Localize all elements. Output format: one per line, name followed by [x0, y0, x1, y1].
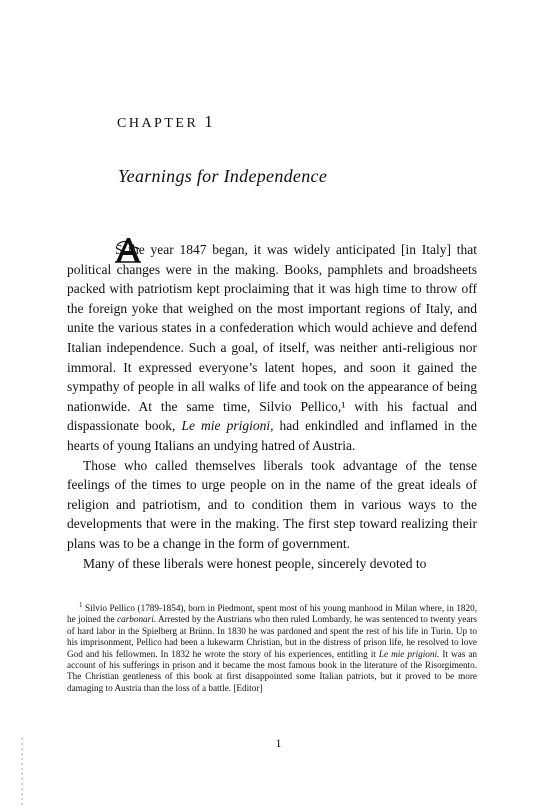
chapter-number: 1 — [204, 112, 213, 131]
body-text — [67, 240, 477, 573]
chapter-word: CHAPTER — [117, 116, 199, 131]
footnote-marker: 1 — [79, 600, 83, 609]
footnote-text-1: Silvio Pellico (1789-1854), born in Piedmont, spent most of his young manhood in Milan where, in 1820, he joined the — [67, 603, 478, 625]
footnote — [67, 600, 478, 694]
chapter-label — [117, 112, 213, 132]
drop-cap-a-icon — [114, 236, 142, 264]
footnote-italic-1: carbonari. — [117, 614, 157, 625]
paragraph-1-book-title: Le mie prigioni, — [181, 418, 274, 434]
chapter-title: Yearnings for Independence — [118, 166, 328, 186]
footnote-text-3: It was an account of his sufferings in prison and it became the most famous book in the literature of the Risorgimento. The Christian gentleness of this book at first disappointed some Italian patriots, but it proved to be more damaging to Austria than the loss of a battle. [Editor] — [67, 648, 478, 693]
paragraph-1-lead: S the year 1847 began, it was widely anticipated [in Italy] that political changes were in the making. Books, pamphlets and broadsheets packed with patriotism kept proclaiming that it was high time to throw off the foreign yoke that weighed on the most important regions of Italy, and unite the various states in a confederation which would achieve and defend Italian independence. Such a goal, of itself, was neither anti-religious nor immoral. It expressed everyone’s latent hopes, and soon it gained the sympathy of people in all walks of life and took on the appearance of being nationwide. At the same time, Silvio Pellico, — [67, 242, 477, 414]
paragraph-1 — [67, 240, 477, 456]
paragraph-2: Those who called themselves liberals took advantage of the tense feelings of the times to urge people on in the name of the great ideals of religion and patriotism, and to condition them in various ways to the developments that were in the making. The first step toward realizing their plans was to be a change in the form of government. — [67, 457, 477, 551]
paragraph-3: Many of these liberals were honest people, sincerely devoted to — [83, 555, 427, 571]
footnote-text-2: Arrested by the Austrians who then ruled Lombardy, he was sentenced to twenty years of hard labor in the Spielberg at Brünn. In 1830 he was pardoned and spent the rest of his life in Turin. Up to his imprisonment, Pellico had been a lukewarm Christian, but in the distress of prison life, he resolved to love God and his fellowmen. In 1832 he wrote the story of his experiences, entitling it — [67, 614, 477, 659]
paragraph-1-text-2: had enkindled and inflamed in the hearts of young Italians an undying hatred of Austria. — [67, 418, 477, 453]
paragraph-1-text: ¹ with his factual and dispassionate book, — [67, 398, 477, 434]
footnote-italic-2: Le mie prigioni. — [378, 648, 440, 659]
page-number: 1 — [275, 736, 282, 750]
margin-dots — [21, 738, 23, 806]
